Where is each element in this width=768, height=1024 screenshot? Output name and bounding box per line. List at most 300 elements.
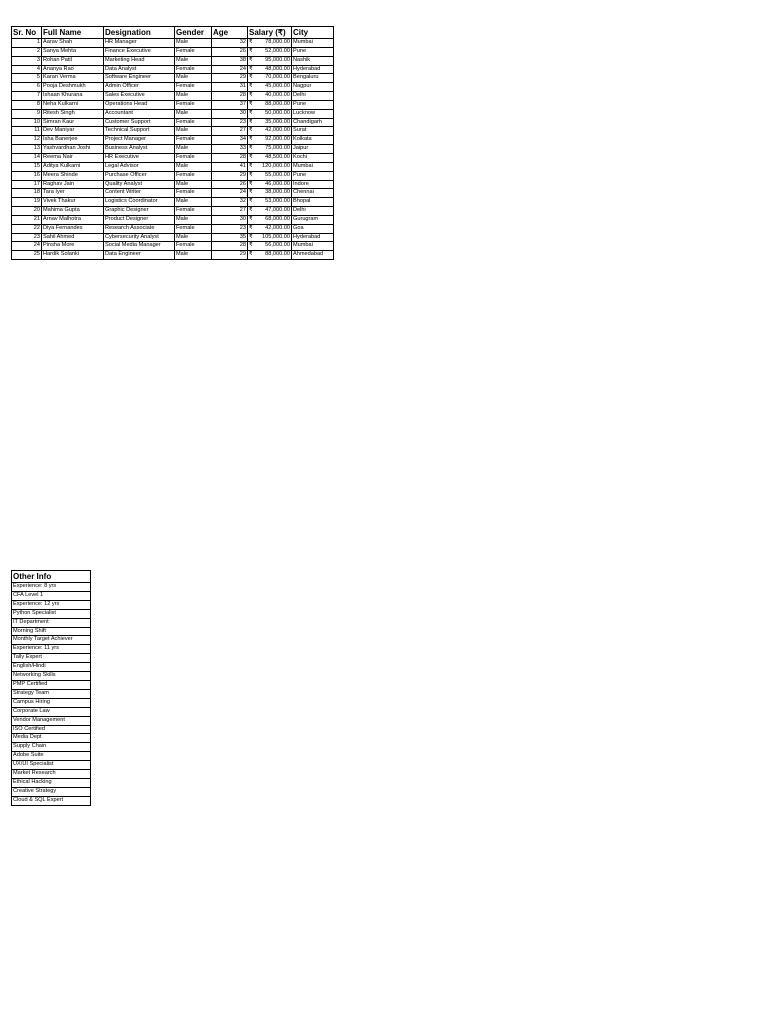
salary-value: 42,000.00: [265, 127, 290, 134]
salary-value: 105,000.00: [262, 233, 290, 240]
currency-symbol: ₹: [249, 136, 253, 143]
cell-designation: HR Executive: [104, 153, 175, 162]
currency-symbol: ₹: [249, 198, 253, 205]
cell-name: Arnav Malhotra: [42, 215, 104, 224]
cell-gender: Male: [175, 39, 212, 48]
salary-value: 70,000.00: [265, 74, 290, 81]
cell-gender: Male: [175, 198, 212, 207]
cell-city: Mumbai: [292, 162, 334, 171]
list-item: [12, 689, 91, 698]
cell-age: 30: [212, 215, 248, 224]
cell-designation: HR Manager: [104, 39, 175, 48]
table-row: [12, 47, 334, 56]
cell-name: Meera Shinde: [42, 171, 104, 180]
table-row: [12, 92, 334, 101]
cell-sr: 13: [12, 145, 42, 154]
cell-age: 24: [212, 65, 248, 74]
cell-designation: Content Writer: [104, 189, 175, 198]
cell-salary: [248, 224, 292, 233]
cell-age: 26: [212, 47, 248, 56]
cell-city: Mumbai: [292, 242, 334, 251]
column-header-city: City: [292, 27, 334, 39]
cell-sr: 24: [12, 242, 42, 251]
cell-name: Simran Kaur: [42, 118, 104, 127]
cell-salary: [248, 145, 292, 154]
table-row: [12, 83, 334, 92]
cell-designation: Customer Support: [104, 118, 175, 127]
cell-salary: [248, 109, 292, 118]
cell-gender: Female: [175, 242, 212, 251]
cell-name: Pinsha More: [42, 242, 104, 251]
other-info-cell: Media Dept: [12, 734, 91, 743]
column-header-designation: Designation: [104, 27, 175, 39]
column-header-full-name: Full Name: [42, 27, 104, 39]
cell-gender: Male: [175, 251, 212, 260]
cell-designation: Technical Support: [104, 127, 175, 136]
salary-value: 92,000.00: [265, 136, 290, 143]
list-item: [12, 627, 91, 636]
list-item: [12, 734, 91, 743]
currency-symbol: ₹: [249, 92, 253, 99]
cell-salary: [248, 180, 292, 189]
salary-value: 42,000.00: [265, 224, 290, 231]
cell-designation: Project Manager: [104, 136, 175, 145]
table-row: [12, 180, 334, 189]
cell-sr: 18: [12, 189, 42, 198]
cell-salary: [248, 171, 292, 180]
table-row: [12, 207, 334, 216]
other-info-cell: Campus Hiring: [12, 698, 91, 707]
cell-name: Sahil Ahmed: [42, 233, 104, 242]
cell-name: Vivek Thakur: [42, 198, 104, 207]
cell-designation: Purchase Officer: [104, 171, 175, 180]
cell-salary: [248, 74, 292, 83]
cell-name: Reema Nair: [42, 153, 104, 162]
cell-name: Ananya Rao: [42, 65, 104, 74]
table-row: [12, 100, 334, 109]
currency-symbol: ₹: [249, 224, 253, 231]
currency-symbol: ₹: [249, 47, 253, 54]
list-item: [12, 600, 91, 609]
currency-symbol: ₹: [249, 162, 253, 169]
cell-sr: 12: [12, 136, 42, 145]
cell-city: Delhi: [292, 207, 334, 216]
cell-age: 28: [212, 92, 248, 101]
cell-city: Jaipur: [292, 145, 334, 154]
table-row: [12, 109, 334, 118]
currency-symbol: ₹: [249, 233, 253, 240]
cell-gender: Male: [175, 162, 212, 171]
list-item: [12, 583, 91, 592]
currency-symbol: ₹: [249, 189, 253, 196]
table-row: [12, 153, 334, 162]
other-info-cell: Supply Chain: [12, 743, 91, 752]
other-info-cell: Strategy Team: [12, 689, 91, 698]
cell-salary: [248, 56, 292, 65]
salary-value: 95,000.00: [265, 56, 290, 63]
cell-name: Dev Maniyar: [42, 127, 104, 136]
cell-salary: [248, 153, 292, 162]
cell-sr: 3: [12, 56, 42, 65]
cell-designation: Operations Head: [104, 100, 175, 109]
cell-salary: [248, 65, 292, 74]
cell-sr: 7: [12, 92, 42, 101]
currency-symbol: ₹: [249, 118, 253, 125]
other-info-cell: Python Specialist: [12, 609, 91, 618]
cell-gender: Male: [175, 127, 212, 136]
cell-salary: [248, 39, 292, 48]
cell-designation: Logistics Coordinator: [104, 198, 175, 207]
cell-name: Ishaan Khurana: [42, 92, 104, 101]
cell-salary: [248, 47, 292, 56]
cell-designation: Product Designer: [104, 215, 175, 224]
other-info-cell: UX/UI Specialist: [12, 761, 91, 770]
cell-sr: 1: [12, 39, 42, 48]
list-item: [12, 761, 91, 770]
list-item: [12, 743, 91, 752]
cell-name: Aarav Shah: [42, 39, 104, 48]
salary-value: 88,000.00: [265, 100, 290, 107]
employee-table-header-row: [12, 27, 334, 39]
employee-table-body: [12, 39, 334, 260]
table-row: [12, 198, 334, 207]
cell-city: Ahmedabad: [292, 251, 334, 260]
cell-sr: 15: [12, 162, 42, 171]
table-row: [12, 189, 334, 198]
cell-age: 24: [212, 189, 248, 198]
cell-designation: Accountant: [104, 109, 175, 118]
cell-city: Kochi: [292, 153, 334, 162]
cell-salary: [248, 162, 292, 171]
list-item: [12, 645, 91, 654]
cell-name: Sanya Mehta: [42, 47, 104, 56]
cell-gender: Female: [175, 207, 212, 216]
cell-designation: Legal Advisor: [104, 162, 175, 171]
cell-salary: [248, 233, 292, 242]
other-info-cell: Networking Skills: [12, 672, 91, 681]
other-info-cell: Monthly Target Achiever: [12, 636, 91, 645]
other-info-cell: Tally Expert: [12, 654, 91, 663]
table-row: [12, 74, 334, 83]
cell-city: Surat: [292, 127, 334, 136]
cell-age: 27: [212, 207, 248, 216]
salary-value: 48,500.00: [265, 153, 290, 160]
list-item: [12, 770, 91, 779]
other-info-header: Other Info: [12, 571, 91, 583]
cell-age: 34: [212, 136, 248, 145]
table-row: [12, 251, 334, 260]
cell-city: Kolkata: [292, 136, 334, 145]
cell-sr: 8: [12, 100, 42, 109]
cell-designation: Cybersecurity Analyst: [104, 233, 175, 242]
table-row: [12, 118, 334, 127]
other-info-cell: Morning Shift: [12, 627, 91, 636]
cell-sr: 5: [12, 74, 42, 83]
cell-sr: 6: [12, 83, 42, 92]
other-info-cell: Cloud & SQL Expert: [12, 796, 91, 805]
table-row: [12, 171, 334, 180]
other-info-cell: Ethical Hacking: [12, 778, 91, 787]
cell-salary: [248, 242, 292, 251]
table-row: [12, 242, 334, 251]
table-row: [12, 215, 334, 224]
cell-salary: [248, 92, 292, 101]
cell-salary: [248, 189, 292, 198]
currency-symbol: ₹: [249, 83, 253, 90]
cell-age: 41: [212, 162, 248, 171]
other-info-cell: Corporate Law: [12, 707, 91, 716]
list-item: [12, 680, 91, 689]
table-row: [12, 127, 334, 136]
list-item: [12, 796, 91, 805]
salary-value: 47,000.00: [265, 207, 290, 214]
cell-sr: 23: [12, 233, 42, 242]
cell-gender: Male: [175, 215, 212, 224]
column-header-sr-no: Sr. No: [12, 27, 42, 39]
other-info-cell: Experience: 11 yrs: [12, 645, 91, 654]
list-item: [12, 707, 91, 716]
cell-age: 23: [212, 118, 248, 127]
currency-symbol: ₹: [249, 145, 253, 152]
cell-sr: 11: [12, 127, 42, 136]
cell-city: Chandigarh: [292, 118, 334, 127]
cell-age: 23: [212, 224, 248, 233]
list-item: [12, 787, 91, 796]
cell-age: 29: [212, 74, 248, 83]
salary-value: 45,000.00: [265, 83, 290, 90]
cell-sr: 4: [12, 65, 42, 74]
salary-value: 120,000.00: [262, 162, 290, 169]
cell-city: Nagpur: [292, 83, 334, 92]
cell-city: Mumbai: [292, 39, 334, 48]
cell-sr: 25: [12, 251, 42, 260]
cell-sr: 14: [12, 153, 42, 162]
cell-name: Mahima Gupta: [42, 207, 104, 216]
list-item: [12, 591, 91, 600]
cell-salary: [248, 136, 292, 145]
salary-value: 55,000.00: [265, 171, 290, 178]
cell-name: Hardik Solanki: [42, 251, 104, 260]
cell-city: Gurugram: [292, 215, 334, 224]
cell-sr: 20: [12, 207, 42, 216]
list-item: [12, 672, 91, 681]
cell-designation: Sales Executive: [104, 92, 175, 101]
other-info-cell: Vendor Management: [12, 716, 91, 725]
cell-salary: [248, 198, 292, 207]
cell-sr: 21: [12, 215, 42, 224]
cell-gender: Male: [175, 233, 212, 242]
list-item: [12, 654, 91, 663]
cell-gender: Male: [175, 92, 212, 101]
cell-designation: Software Engineer: [104, 74, 175, 83]
other-info-cell: Creative Strategy: [12, 787, 91, 796]
cell-name: Aditya Kulkarni: [42, 162, 104, 171]
currency-symbol: ₹: [249, 153, 253, 160]
cell-sr: 17: [12, 180, 42, 189]
table-row: [12, 56, 334, 65]
cell-age: 38: [212, 56, 248, 65]
cell-gender: Female: [175, 224, 212, 233]
cell-city: Pune: [292, 100, 334, 109]
other-info-cell: Market Research: [12, 770, 91, 779]
cell-gender: Female: [175, 47, 212, 56]
cell-gender: Male: [175, 56, 212, 65]
cell-gender: Female: [175, 153, 212, 162]
column-header-salary: Salary (₹): [248, 27, 292, 39]
table-row: [12, 136, 334, 145]
cell-city: Pune: [292, 171, 334, 180]
cell-name: Yashvardhan Joshi: [42, 145, 104, 154]
cell-age: 28: [212, 242, 248, 251]
list-item: [12, 636, 91, 645]
table-row: [12, 162, 334, 171]
cell-name: Neha Kulkarni: [42, 100, 104, 109]
cell-gender: Male: [175, 74, 212, 83]
other-info-cell: CFA Level 1: [12, 591, 91, 600]
cell-city: Pune: [292, 47, 334, 56]
list-item: [12, 663, 91, 672]
salary-value: 38,000.00: [265, 189, 290, 196]
cell-designation: Research Associate: [104, 224, 175, 233]
column-header-gender: Gender: [175, 27, 212, 39]
cell-designation: Graphic Designer: [104, 207, 175, 216]
cell-designation: Quality Analyst: [104, 180, 175, 189]
cell-city: Indore: [292, 180, 334, 189]
cell-gender: Female: [175, 118, 212, 127]
cell-gender: Female: [175, 171, 212, 180]
cell-name: Pooja Deshmukh: [42, 83, 104, 92]
cell-designation: Business Analyst: [104, 145, 175, 154]
salary-value: 88,000.00: [265, 251, 290, 258]
cell-gender: Female: [175, 136, 212, 145]
cell-sr: 2: [12, 47, 42, 56]
column-header-age: Age: [212, 27, 248, 39]
other-info-header-row: [12, 571, 91, 583]
currency-symbol: ₹: [249, 215, 253, 222]
list-item: [12, 778, 91, 787]
salary-value: 68,000.00: [265, 215, 290, 222]
cell-age: 37: [212, 100, 248, 109]
cell-city: Delhi: [292, 92, 334, 101]
cell-city: Chennai: [292, 189, 334, 198]
salary-value: 46,000.00: [265, 180, 290, 187]
cell-city: Bhopal: [292, 198, 334, 207]
cell-city: Bengaluru: [292, 74, 334, 83]
salary-value: 53,000.00: [265, 198, 290, 205]
salary-value: 35,000.00: [265, 118, 290, 125]
cell-age: 27: [212, 127, 248, 136]
currency-symbol: ₹: [249, 127, 253, 134]
currency-symbol: ₹: [249, 180, 253, 187]
cell-salary: [248, 207, 292, 216]
table-row: [12, 224, 334, 233]
cell-name: Diya Fernandes: [42, 224, 104, 233]
currency-symbol: ₹: [249, 56, 253, 63]
cell-age: 32: [212, 198, 248, 207]
other-info-cell: ISO Certified: [12, 725, 91, 734]
cell-salary: [248, 100, 292, 109]
cell-name: Tara Iyer: [42, 189, 104, 198]
cell-age: 26: [212, 180, 248, 189]
employee-table: [11, 26, 334, 260]
cell-designation: Finance Executive: [104, 47, 175, 56]
currency-symbol: ₹: [249, 74, 253, 81]
other-info-cell: English/Hindi: [12, 663, 91, 672]
salary-value: 50,000.00: [265, 109, 290, 116]
list-item: [12, 752, 91, 761]
other-info-cell: PMP Certified: [12, 680, 91, 689]
table-row: [12, 233, 334, 242]
other-info-cell: IT Department: [12, 618, 91, 627]
cell-age: 33: [212, 145, 248, 154]
currency-symbol: ₹: [249, 109, 253, 116]
cell-name: Ritesh Singh: [42, 109, 104, 118]
cell-salary: [248, 127, 292, 136]
cell-salary: [248, 215, 292, 224]
table-row: [12, 145, 334, 154]
salary-value: 75,000.00: [265, 145, 290, 152]
salary-value: 40,000.00: [265, 92, 290, 99]
currency-symbol: ₹: [249, 171, 253, 178]
currency-symbol: ₹: [249, 39, 253, 45]
cell-gender: Female: [175, 100, 212, 109]
cell-salary: [248, 83, 292, 92]
cell-age: 35: [212, 233, 248, 242]
cell-sr: 22: [12, 224, 42, 233]
cell-name: Karan Verma: [42, 74, 104, 83]
cell-designation: Data Analyst: [104, 65, 175, 74]
cell-designation: Social Media Manager: [104, 242, 175, 251]
cell-city: Goa: [292, 224, 334, 233]
cell-sr: 16: [12, 171, 42, 180]
currency-symbol: ₹: [249, 207, 253, 214]
cell-designation: Marketing Head: [104, 56, 175, 65]
cell-salary: [248, 118, 292, 127]
cell-age: 32: [212, 39, 248, 48]
salary-value: 52,000.00: [265, 47, 290, 54]
other-info-table: [11, 570, 91, 806]
list-item: [12, 698, 91, 707]
cell-age: 28: [212, 153, 248, 162]
cell-city: Hyderabad: [292, 65, 334, 74]
list-item: [12, 609, 91, 618]
list-item: [12, 716, 91, 725]
cell-name: Isha Banerjee: [42, 136, 104, 145]
cell-gender: Female: [175, 189, 212, 198]
other-info-cell: Adobe Suite: [12, 752, 91, 761]
cell-gender: Female: [175, 83, 212, 92]
cell-designation: Admin Officer: [104, 83, 175, 92]
salary-value: 48,000.00: [265, 65, 290, 72]
cell-sr: 9: [12, 109, 42, 118]
cell-sr: 19: [12, 198, 42, 207]
cell-age: 29: [212, 171, 248, 180]
salary-value: 78,000.00: [265, 39, 290, 45]
list-item: [12, 618, 91, 627]
cell-gender: Female: [175, 65, 212, 74]
list-item: [12, 725, 91, 734]
currency-symbol: ₹: [249, 251, 253, 258]
other-info-body: [12, 583, 91, 806]
table-row: [12, 39, 334, 48]
other-info-cell: Experience: 8 yrs: [12, 583, 91, 592]
salary-value: 56,000.00: [265, 242, 290, 249]
cell-age: 30: [212, 109, 248, 118]
cell-gender: Male: [175, 109, 212, 118]
currency-symbol: ₹: [249, 65, 253, 72]
other-info-cell: Experience: 12 yrs: [12, 600, 91, 609]
cell-city: Nashik: [292, 56, 334, 65]
